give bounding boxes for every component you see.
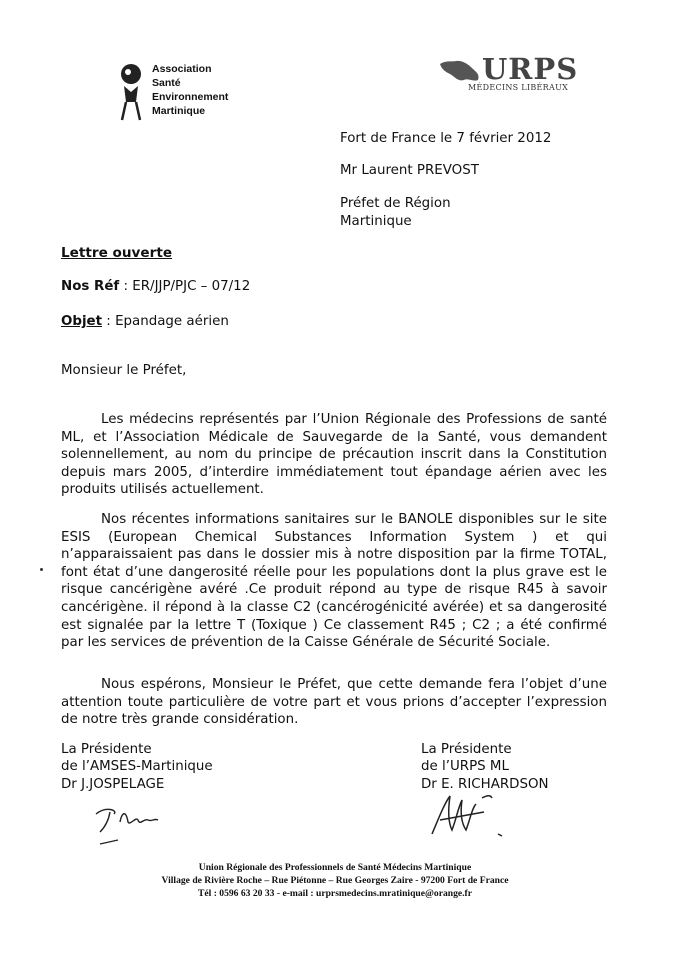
logo-line-1: Association — [152, 63, 212, 75]
sig-right-org: de l’URPS ML — [421, 759, 509, 775]
subject-line — [61, 313, 229, 330]
ref-value: : ER/JJP/PJC – 07/12 — [119, 279, 251, 294]
sig-left-name: Dr J.JOSPELAGE — [61, 776, 165, 792]
sig-left-role: La Présidente — [61, 742, 152, 757]
amses-logo — [116, 60, 276, 120]
date-line: Fort de France le 7 février 2012 — [340, 131, 552, 146]
reference-line — [61, 278, 250, 295]
salutation: Monsieur le Préfet, — [61, 363, 187, 378]
footer-address: Village de Rivière Roche – Rue Piétonne – Rue Georges Zaire - 97200 Fort de France — [161, 874, 509, 886]
recipient-title: Préfet de Région — [340, 196, 451, 212]
logo-line-3: Environnement — [152, 91, 229, 103]
footer-contact: Tél : 0596 63 20 33 - e-mail : urprsmedecins.mratinique@orange.fr — [197, 887, 473, 899]
scan-speck — [40, 568, 43, 571]
recipient-name: Mr Laurent PREVOST — [340, 163, 479, 178]
handwritten-signature-right — [426, 790, 506, 845]
signature-block-left — [61, 741, 213, 793]
amses-figure-icon — [116, 62, 146, 122]
handwritten-signature-left — [92, 800, 172, 850]
subject-label: Objet — [61, 314, 103, 329]
sig-right-role: La Présidente — [421, 742, 512, 757]
martinique-island-icon — [438, 58, 482, 84]
urps-subtitle: MÉDECINS LIBÉRAUX — [468, 83, 569, 92]
subject-value: : Epandage aérien — [102, 314, 229, 329]
urps-logo — [438, 54, 583, 102]
letter-footer — [90, 862, 580, 900]
sig-right-name: Dr E. RICHARDSON — [421, 776, 549, 792]
signature-block-right — [421, 741, 549, 793]
logo-line-2: Santé — [152, 77, 181, 89]
ref-label: Nos Réf — [61, 279, 120, 294]
logo-line-4: Martinique — [152, 105, 206, 117]
footer-org: Union Régionale des Professionnels de Santé Médecins Martinique — [198, 862, 472, 873]
paragraph-3: Nous espérons, Monsieur le Préfet, que cette demande fera l’objet d’une attention toute particulière de votre part et vous prions d’accepter l’expression de notre très grande considération. — [61, 677, 607, 728]
recipient-block — [340, 162, 479, 230]
open-letter-heading: Lettre ouverte — [61, 245, 173, 261]
sig-left-org: de l’AMSES-Martinique — [61, 759, 213, 775]
recipient-region: Martinique — [340, 213, 412, 229]
paragraph-1: Les médecins représentés par l’Union Régionale des Professions de santé ML, et l’Association Médicale de Sauvegarde de la Santé, vous demandent solennellement, au nom du principe de précaution inscrit dans la Constitution depuis mars 2005, d’interdire immédiatement tout épandage aérien avec les produits utilisés actuellement. — [61, 412, 607, 498]
urps-name: URPS — [482, 52, 579, 86]
paragraph-2: Nos récentes informations sanitaires sur le BANOLE disponibles sur le site ESIS (European Chemical Substances Information System ) et qui n’apparaissaient pas dans le dossier mis à notre disposition par la firme TOTAL, font état d’une dangerosité réelle pour les populations dont la plus grave est le risque cancérigène avéré .Ce produit répond au type de risque R45 à savoir cancérigène. il répond à la classe C2 (cancérogénicité avérée) et sa dangerosité est signalée par la lettre T (Toxique ) Ce classement R45 ; C2 ; a été confirmé par les services de prévention de la Caisse Générale de Sécurité Sociale. — [61, 512, 607, 651]
